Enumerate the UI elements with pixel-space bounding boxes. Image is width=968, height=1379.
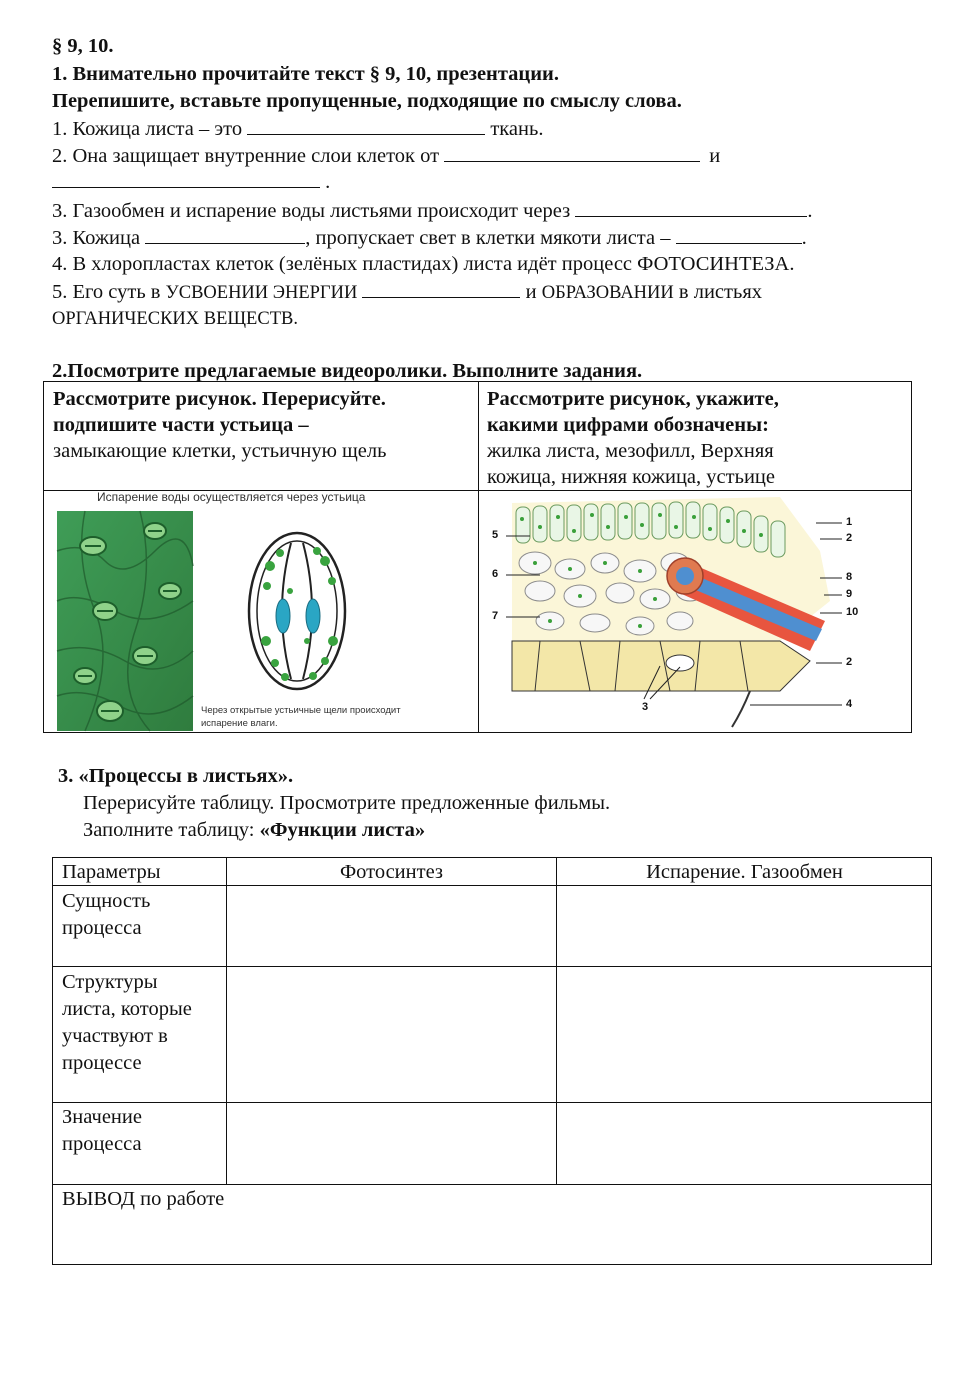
row-label-structures <box>62 969 192 1077</box>
fill-blank-5[interactable] <box>145 224 305 244</box>
task1-line6 <box>52 278 762 306</box>
row-label-essence <box>62 888 150 942</box>
text: 5. Его суть в <box>52 281 166 303</box>
cell-transpiration-significance[interactable] <box>557 1103 931 1184</box>
task3-line1: Перерисуйте таблицу. Просмотрите предложенные фильмы. <box>83 792 611 814</box>
text: участвуют в <box>62 1025 168 1047</box>
task1-line2 <box>52 142 720 169</box>
right-instruction-2: какими цифрами обозначены: <box>487 414 769 436</box>
left-instruction-2: подпишите части устьица – <box>53 414 309 436</box>
text: Заполните таблицу: <box>83 819 260 841</box>
label-9: 9 <box>846 588 853 600</box>
label-2b: 2 <box>846 656 853 668</box>
conclusion-label: ВЫВОД по работе <box>62 1188 225 1210</box>
divider <box>478 382 479 732</box>
right-instruction-4: кожица, нижняя кожица, устьице <box>487 466 775 488</box>
figure-caption-top: Испарение воды осуществляется через устьица <box>97 490 366 504</box>
label-10: 10 <box>846 606 859 618</box>
label-4: 4 <box>846 698 853 710</box>
text: процессе <box>62 1052 142 1074</box>
task3-line2 <box>83 817 425 843</box>
figure-caption-bottom-1: Через открытые устьичные щели происходит <box>201 705 401 716</box>
text: 2. Она защищает внутренние слои клеток от <box>52 145 440 167</box>
text: процесса <box>62 917 142 939</box>
task1-line5: 4. В хлоропластах клеток (зелёных пластидах) листа идёт процесс ФОТОСИНТЕЗА. <box>52 253 795 275</box>
header-parameters: Параметры <box>62 861 161 883</box>
section-number: § 9, 10. <box>52 35 114 57</box>
right-instruction-1: Рассмотрите рисунок, укажите, <box>487 388 779 410</box>
text: Значение <box>62 1106 142 1128</box>
cell-photosynthesis-structures[interactable] <box>227 967 556 1102</box>
task1-line3 <box>52 197 812 224</box>
task1-subtitle: Перепишите, вставьте пропущенные, подходящие по смыслу слова. <box>52 90 682 112</box>
label-7: 7 <box>492 610 499 622</box>
text: ткань. <box>490 118 544 140</box>
text: листа, которые <box>62 998 192 1020</box>
task2-title: 2.Посмотрите предлагаемые видеоролики. Выполните задания. <box>52 360 643 382</box>
text: и <box>525 281 542 303</box>
left-instruction-3: замыкающие клетки, устьичную щель <box>53 440 387 462</box>
fill-blank-3[interactable] <box>52 168 320 188</box>
label-6: 6 <box>492 568 499 580</box>
label-1: 1 <box>846 516 853 528</box>
fill-blank-2[interactable] <box>444 142 700 162</box>
label-5: 5 <box>492 529 499 541</box>
text: 1. Кожица листа – это <box>52 118 243 140</box>
leaf-section-figure <box>480 491 912 732</box>
text: 3. Газообмен и испарение воды листьями происходит через <box>52 200 571 222</box>
task1-line2-cont <box>52 168 330 195</box>
figure-caption-bottom-2: испарение влаги. <box>201 718 278 729</box>
task1-line1 <box>52 115 543 142</box>
fill-blank-4[interactable] <box>575 197 807 217</box>
cell-photosynthesis-significance[interactable] <box>227 1103 556 1184</box>
right-instruction-3: жилка листа, мезофилл, Верхняя <box>487 440 774 462</box>
text: Структуры <box>62 971 158 993</box>
stomata-illustration <box>45 491 477 732</box>
label-3: 3 <box>642 701 649 713</box>
task1-line4 <box>52 224 807 251</box>
left-instruction-1: Рассмотрите рисунок. Перерисуйте. <box>53 388 386 410</box>
task1-title: 1. Внимательно прочитайте текст § 9, 10, презентации. <box>52 63 559 85</box>
text: в листьях <box>673 281 762 303</box>
text: 3. Кожица <box>52 227 141 249</box>
stomata-figure <box>45 491 477 732</box>
cell-transpiration-essence[interactable] <box>557 886 931 966</box>
header-transpiration: Испарение. Газообмен <box>646 861 843 883</box>
table-name: «Функции листа» <box>259 819 426 841</box>
task1-line7: ОРГАНИЧЕСКИХ ВЕЩЕСТВ. <box>52 309 298 329</box>
text: , пропускает свет в клетки мякоти листа – <box>305 227 671 249</box>
label-2: 2 <box>846 532 853 544</box>
text: . <box>325 171 331 193</box>
task2-table <box>43 381 912 733</box>
row-label-significance <box>62 1104 142 1158</box>
text: процесса <box>62 1133 142 1155</box>
text: Сущность <box>62 890 151 912</box>
fill-blank-6[interactable] <box>676 224 802 244</box>
text: . <box>801 227 807 249</box>
fill-blank-7[interactable] <box>362 278 520 298</box>
text: и <box>709 145 721 167</box>
header-photosynthesis: Фотосинтез <box>339 861 444 883</box>
functions-table <box>52 857 932 1265</box>
cell-conclusion[interactable] <box>53 1213 931 1263</box>
task3-title: 3. «Процессы в листьях». <box>58 765 294 787</box>
text: . <box>807 200 813 222</box>
text: ОБРАЗОВАНИИ <box>541 283 674 303</box>
text: УСВОЕНИИ ЭНЕРГИИ <box>165 283 358 303</box>
cell-transpiration-structures[interactable] <box>557 967 931 1102</box>
fill-blank-1[interactable] <box>247 115 485 135</box>
label-8: 8 <box>846 571 853 583</box>
divider <box>53 1184 931 1185</box>
cell-photosynthesis-essence[interactable] <box>227 886 556 966</box>
